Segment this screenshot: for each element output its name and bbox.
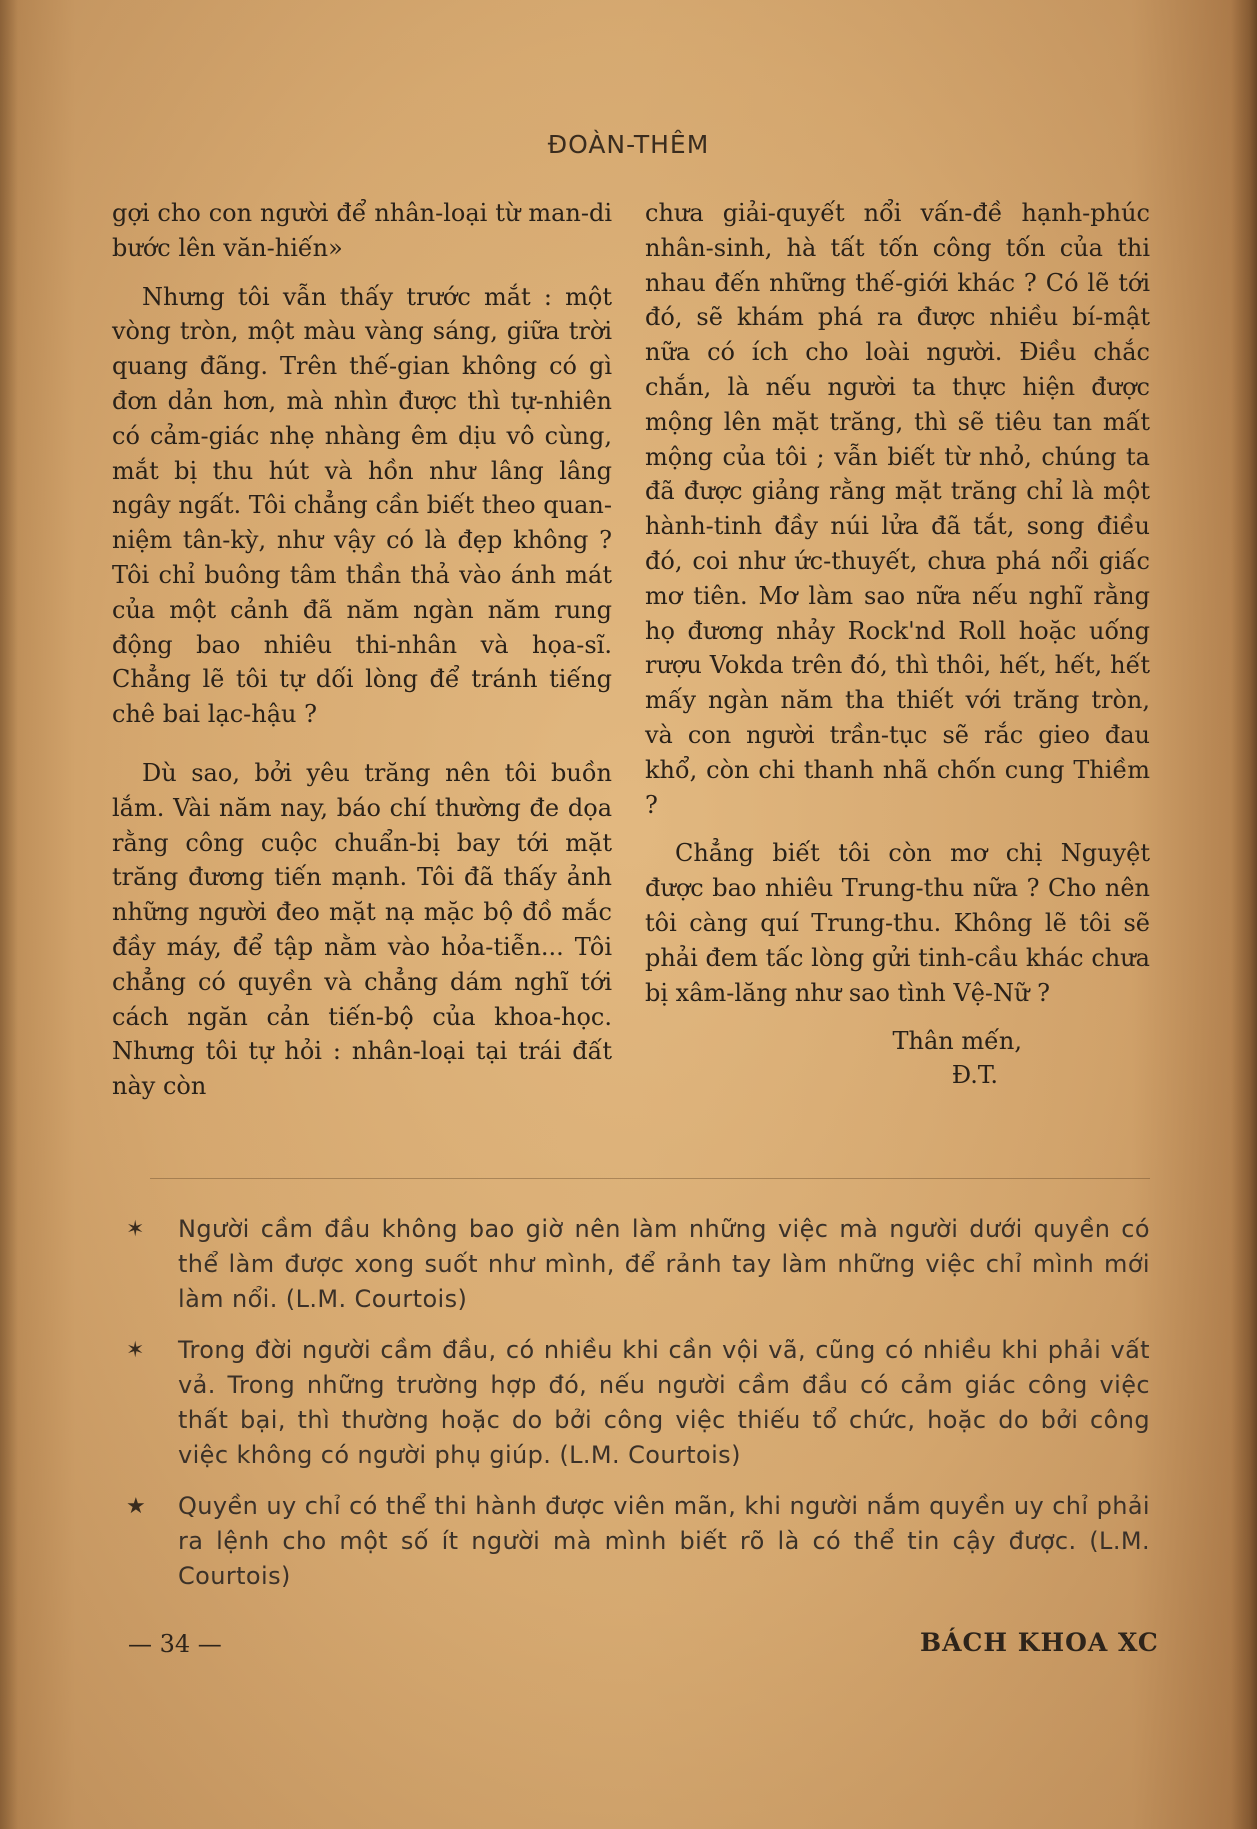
paragraph: chưa giải-quyết nổi vấn-đề hạnh-phúc nhân-sinh, hà tất tốn công tốn của thi nhau đến những thế-giới khác ? Có lẽ tới đó, sẽ khám phá ra được nhiều bí-mật nữa có ích cho loài người. Điều chắc chắn, là nếu người ta thực hiện được mộng lên mặt trăng, thì sẽ tiêu tan mất mộng của tôi ; vẫn biết từ nhỏ, chúng ta đã được giảng rằng mặt trăng chỉ là một hành-tinh đầy núi lửa đã tắt, song điều đó, coi như ức-thuyết, chưa phá nổi giấc mơ tiên. Mơ làm sao nữa nếu nghĩ rằng họ đương nhảy Rock'nd Roll hoặc uống rượu Vokda trên đó, thì thôi, hết, hết, hết mấy ngàn năm tha thiết với trăng tròn, và con người trần-tục sẽ rắc gieo đau khổ, còn chi thanh nhã chốn cung Thiềm ? (645, 199, 1150, 819)
running-header: ĐOÀN-THÊM (547, 130, 710, 159)
section-divider (150, 1178, 1150, 1179)
page-edge-right (1231, 0, 1257, 1829)
quotes-section (120, 1212, 1150, 1610)
page-number: — 34 — (128, 1630, 222, 1658)
page-edge-left (0, 0, 18, 1829)
quote-item (120, 1489, 1150, 1594)
quote-text: Người cầm đầu không bao giờ nên làm những việc mà người dưới quyền có thể làm được xong suốt như mình, để rảnh tay làm những việc chỉ mình mới làm nổi. (L.M. Courtois) (178, 1215, 1150, 1313)
star-icon: ✶ (126, 1338, 145, 1363)
paragraph: Nhưng tôi vẫn thấy trước mắt : một vòng tròn, một màu vàng sáng, giữa trời quang đãng. Trên thế-gian không có gì đơn dản hơn, mà nhìn được thì tự-nhiên có cảm-giác nhẹ nhàng êm dịu vô cùng, mắt bị thu hút và hồn như lâng lâng ngây ngất. Tôi chẳng cần biết theo quan-niệm tân-kỳ, như vậy có là đẹp không ? Tôi chỉ buông tâm thần thả vào ánh mát của một cảnh đã năm ngàn năm rung động bao nhiêu thi-nhân và họa-sĩ. Chẳng lẽ tôi tự dối lòng để tránh tiếng chê bai lạc-hậu ? (112, 282, 612, 729)
star-icon: ★ (126, 1494, 147, 1519)
quote-item (120, 1212, 1150, 1317)
quote-text: Trong đời người cầm đầu, có nhiều khi cần vội vã, cũng có nhiều khi phải vất vả. Trong những trường hợp đó, nếu người cầm đầu có cảm giác công việc thất bại, thì thường hoặc do bởi công việc thiếu tổ chức, hoặc do bởi công việc không có người phụ giúp. (L.M. Courtois) (178, 1336, 1150, 1469)
paragraph: gợi cho con người để nhân-loại từ man-di bước lên văn-hiến» (112, 199, 612, 262)
paragraph: Chẳng biết tôi còn mơ chị Nguyệt được bao nhiêu Trung-thu nữa ? Cho nên tôi càng quí Trung-thu. Không lẽ tôi sẽ phải đem tấc lòng gửi tinh-cầu khác chưa bị xâm-lăng như sao tình Vệ-Nữ ? (645, 839, 1150, 1007)
quote-item (120, 1333, 1150, 1473)
paragraph: Dù sao, bởi yêu trăng nên tôi buồn lắm. Vài năm nay, báo chí thường đe dọa rằng công cuộc chuẩn-bị bay tới mặt trăng đương tiến mạnh. Tôi đã thấy ảnh những người đeo mặt nạ mặc bộ đồ mắc đầy máy, để tập nằm vào hỏa-tiễn... Tôi chẳng có quyền và chẳng dám nghĩ tới cách ngăn cản tiến-bộ của khoa-học. Nhưng tôi tự hỏi : nhân-loại tại trái đất này còn (112, 758, 612, 1101)
left-column (112, 196, 612, 1118)
quote-text: Quyền uy chỉ có thể thi hành được viên mãn, khi người nắm quyền uy chỉ phải ra lệnh cho một số ít người mà mình biết rõ là có thể tin cậy được. (L.M. Courtois) (178, 1492, 1150, 1590)
letter-signature: Đ.T. (951, 1061, 998, 1090)
letter-closing: Thân mến, (892, 1027, 1022, 1056)
right-column (645, 196, 1150, 1092)
publication-title: BÁCH KHOA XC (920, 1628, 1159, 1657)
star-icon: ✶ (126, 1217, 145, 1242)
